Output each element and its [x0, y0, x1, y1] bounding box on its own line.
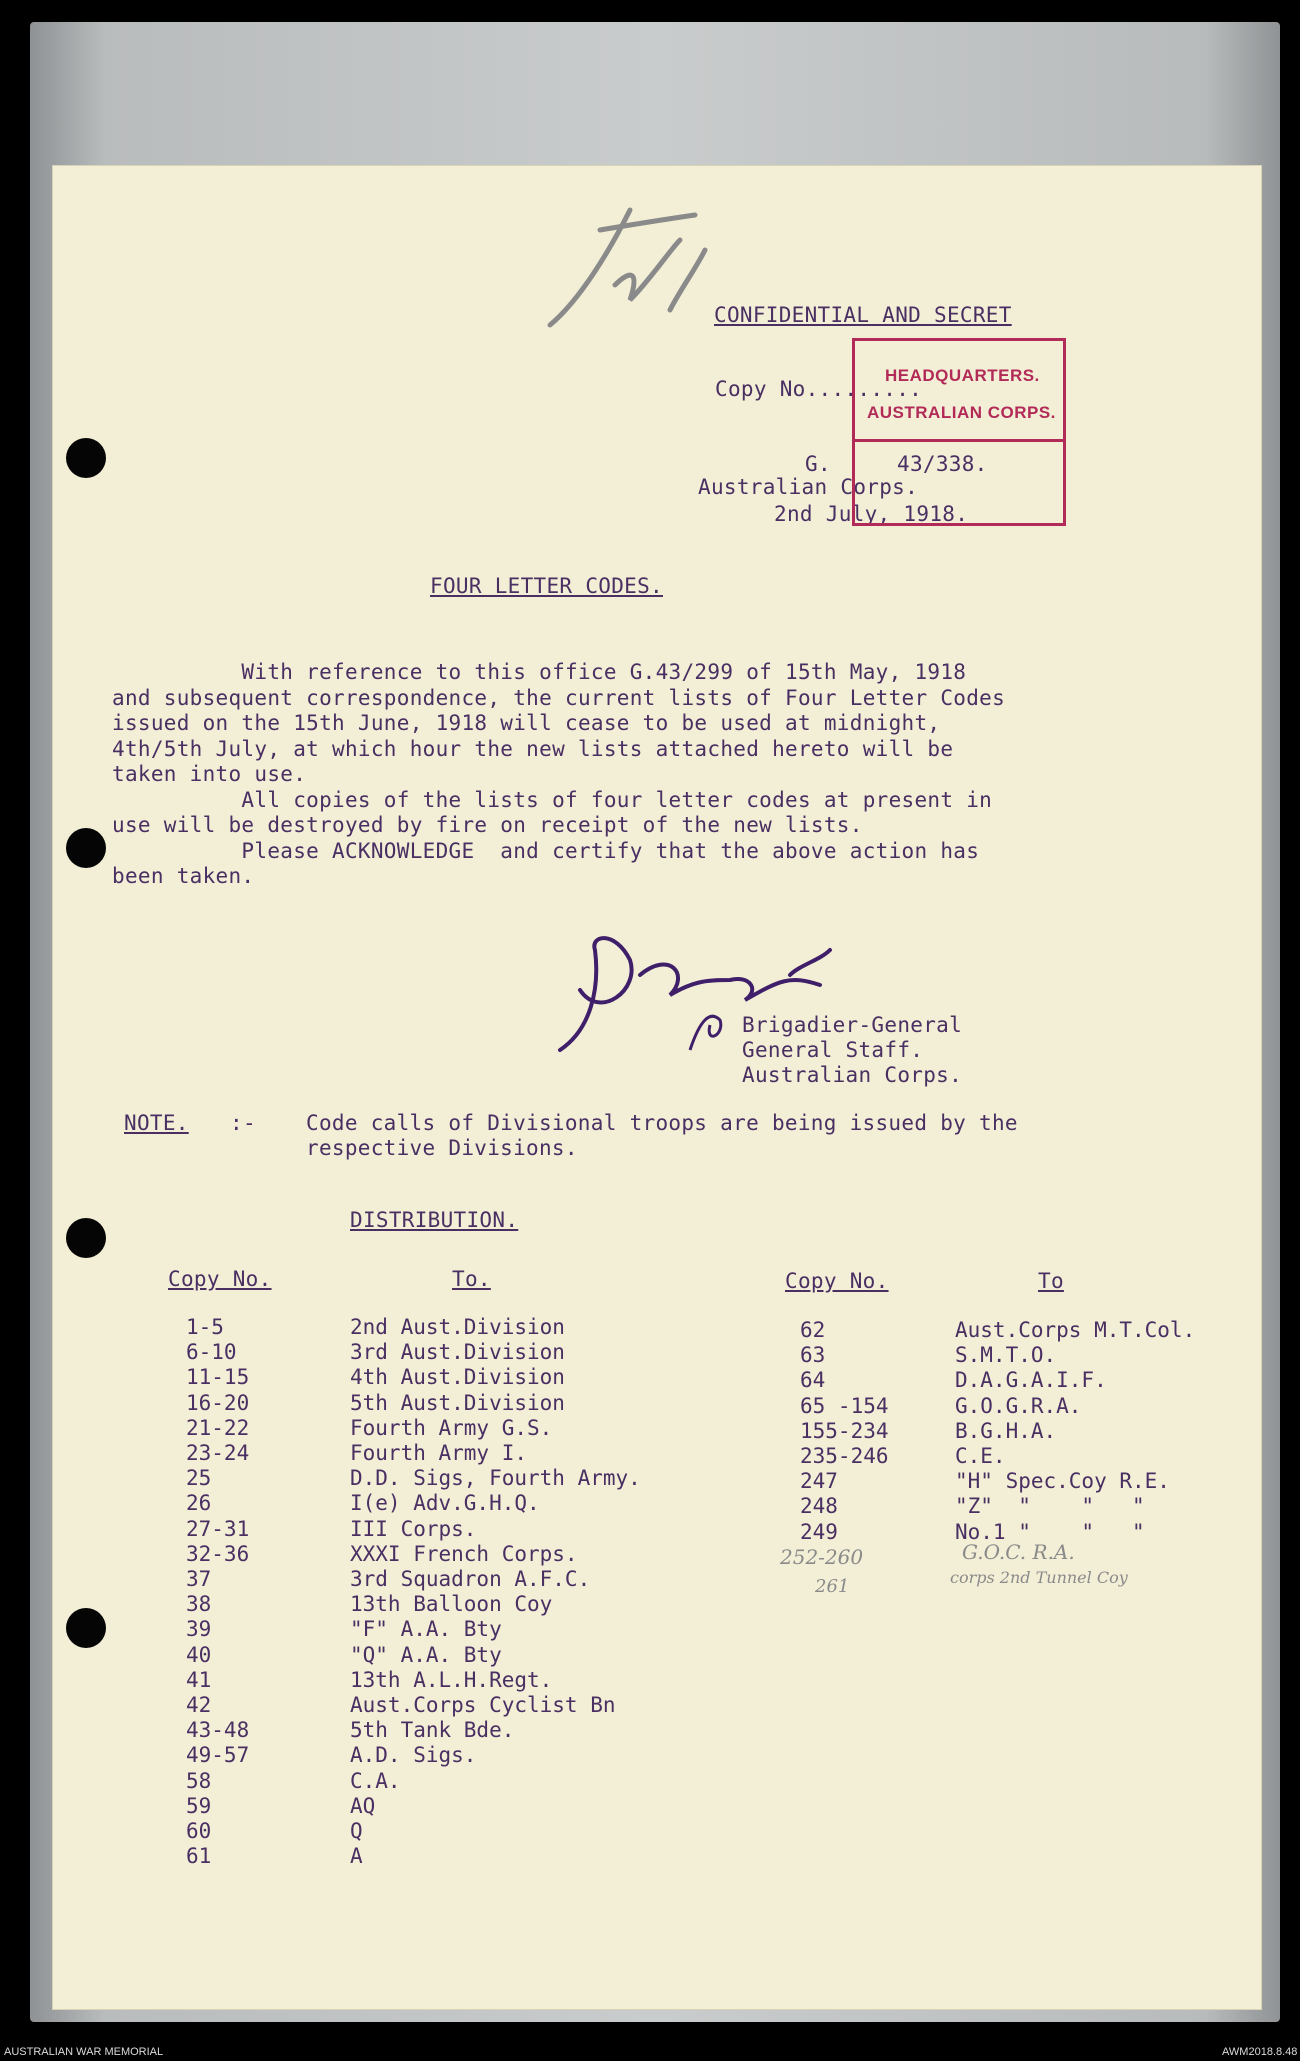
distribution-recipient: 5th Tank Bde. [350, 1718, 515, 1743]
distribution-recipient: 3rd Aust.Division [350, 1340, 565, 1365]
handwritten-copy-number: 252-260 [780, 1545, 864, 1569]
distribution-copy-number: 41 [186, 1667, 212, 1692]
classification: CONFIDENTIAL AND SECRET [714, 303, 1012, 327]
body-line: All copies of the lists of four letter codes at present in [112, 787, 993, 812]
right-header-copy: Copy No. [785, 1269, 889, 1293]
distribution-copy-number: 43-48 [186, 1718, 250, 1743]
distribution-copy-number: 40 [186, 1642, 212, 1667]
body-line: and subsequent correspondence, the current lists of Four Letter Codes [112, 685, 1006, 710]
distribution-copy-number: 37 [186, 1567, 212, 1591]
body-line: use will be destroyed by fire on receipt of the new lists. [112, 813, 863, 837]
distribution-recipient: Aust.Corps M.T.Col. [955, 1318, 1196, 1342]
distribution-copy-number: 27-31 [186, 1516, 250, 1541]
distribution-recipient: 2nd Aust.Division [350, 1315, 565, 1339]
distribution-copy-number: 16-20 [186, 1390, 250, 1415]
pencil-annotation [520, 190, 720, 350]
stamp-line-1: HEADQUARTERS. [885, 366, 1040, 385]
distribution-recipient: A.D. Sigs. [350, 1743, 477, 1768]
distribution-recipient: 4th Aust.Division [350, 1365, 565, 1390]
distribution-recipient: 13th Balloon Coy [350, 1592, 553, 1617]
signature-title-3: Australian Corps. [742, 1063, 963, 1087]
distribution-copy-number: 247 [800, 1469, 838, 1494]
distribution-recipient: Aust.Corps Cyclist Bn [350, 1693, 616, 1717]
distribution-heading: DISTRIBUTION. [350, 1208, 519, 1232]
distribution-recipient: Fourth Army G.S. [350, 1415, 553, 1440]
distribution-copy-number: 248 [800, 1494, 838, 1519]
handwritten-copy-number-2: 261 [815, 1576, 850, 1597]
distribution-copy-number: 59 [186, 1793, 212, 1818]
body-line: 4th/5th July, at which hour the new lists attached hereto will be [112, 736, 954, 761]
distribution-recipient: S.M.T.O. [955, 1343, 1057, 1368]
handwritten-recipient: G.O.C. R.A. [962, 1540, 1075, 1564]
distribution-copy-number: 249 [800, 1519, 838, 1544]
right-header-to: To [1038, 1269, 1064, 1293]
footer-right: AWM2018.8.48 [1222, 2046, 1298, 2058]
handwritten-recipient-2: corps 2nd Tunnel Coy [950, 1568, 1128, 1587]
distribution-recipient: 13th A.L.H.Regt. [350, 1667, 553, 1692]
reference-g: G. [805, 452, 831, 476]
distribution-recipient: D.A.G.A.I.F. [955, 1368, 1107, 1393]
distribution-recipient: AQ [350, 1793, 376, 1818]
distribution-copy-number: 26 [186, 1491, 212, 1516]
distribution-recipient: C.A. [350, 1768, 401, 1793]
body-line: taken into use. [112, 762, 307, 786]
distribution-copy-number: 62 [800, 1318, 826, 1342]
distribution-copy-number: 42 [186, 1693, 212, 1717]
distribution-recipient: No.1 " " " [955, 1519, 1145, 1544]
reference-number: 43/338. [897, 452, 988, 476]
distribution-copy-number: 39 [186, 1617, 212, 1642]
punch-hole [66, 1218, 106, 1258]
note-line-2: respective Divisions. [306, 1136, 578, 1160]
distribution-copy-number: 63 [800, 1343, 826, 1368]
distribution-recipient: "H" Spec.Coy R.E. [955, 1469, 1170, 1494]
stamp-divider [855, 439, 1063, 442]
distribution-copy-number: 38 [186, 1592, 212, 1617]
note-line-1: Code calls of Divisional troops are being issued by the [306, 1111, 1018, 1135]
distribution-recipient: D.D. Sigs, Fourth Army. [350, 1466, 641, 1491]
body-line: issued on the 15th June, 1918 will cease to be used at midnight, [112, 711, 941, 735]
distribution-copy-number: 23-24 [186, 1441, 250, 1465]
distribution-copy-number: 6-10 [186, 1340, 237, 1365]
stamp-line-2: AUSTRALIAN CORPS. [867, 403, 1056, 422]
left-header-copy: Copy No. [168, 1267, 272, 1291]
distribution-copy-number: 1-5 [186, 1315, 224, 1339]
distribution-recipient: A [350, 1844, 363, 1869]
distribution-copy-number: 58 [186, 1768, 212, 1793]
distribution-copy-number: 64 [800, 1368, 826, 1393]
document-title: FOUR LETTER CODES. [430, 574, 663, 598]
distribution-copy-number: 60 [186, 1819, 212, 1843]
document-date: 2nd July, 1918. [774, 502, 969, 526]
body-line: With reference to this office G.43/299 of 15th May, 1918 [112, 660, 967, 684]
distribution-recipient: G.O.G.R.A. [955, 1393, 1082, 1418]
copy-number: Copy No......... [715, 377, 923, 401]
punch-hole [66, 828, 106, 868]
distribution-recipient: 3rd Squadron A.F.C. [350, 1567, 591, 1591]
distribution-recipient: I(e) Adv.G.H.Q. [350, 1491, 540, 1516]
distribution-recipient: XXXI French Corps. [350, 1541, 578, 1566]
distribution-copy-number: 25 [186, 1466, 212, 1491]
distribution-copy-number: 49-57 [186, 1743, 250, 1768]
distribution-copy-number: 155-234 [800, 1418, 889, 1443]
punch-hole [66, 438, 106, 478]
distribution-copy-number: 61 [186, 1844, 212, 1869]
distribution-recipient: Fourth Army I. [350, 1441, 528, 1465]
distribution-recipient: 5th Aust.Division [350, 1390, 565, 1415]
distribution-recipient: "Z" " " " [955, 1494, 1145, 1519]
footer-left: AUSTRALIAN WAR MEMORIAL [4, 2046, 164, 2058]
left-header-to: To. [452, 1267, 491, 1291]
body-line: Please ACKNOWLEDGE and certify that the above action has [112, 838, 980, 863]
distribution-copy-number: 11-15 [186, 1365, 250, 1390]
headquarters-stamp [852, 338, 1066, 526]
note-separator: :- [230, 1111, 256, 1135]
distribution-recipient: III Corps. [350, 1516, 477, 1541]
distribution-recipient: C.E. [955, 1444, 1006, 1468]
distribution-copy-number: 65 -154 [800, 1393, 889, 1418]
signature-title-2: General Staff. [742, 1038, 924, 1062]
distribution-recipient: B.G.H.A. [955, 1418, 1057, 1443]
distribution-recipient: "Q" A.A. Bty [350, 1642, 502, 1667]
body-line: been taken. [112, 864, 255, 888]
note-label: NOTE. [124, 1111, 189, 1135]
originating-org: Australian Corps. [698, 475, 919, 499]
distribution-recipient: Q [350, 1819, 363, 1843]
signature-title-1: Brigadier-General [742, 1013, 963, 1037]
distribution-copy-number: 21-22 [186, 1415, 250, 1440]
distribution-copy-number: 32-36 [186, 1541, 250, 1566]
punch-hole [66, 1608, 106, 1648]
distribution-recipient: "F" A.A. Bty [350, 1617, 502, 1642]
distribution-copy-number: 235-246 [800, 1444, 889, 1468]
